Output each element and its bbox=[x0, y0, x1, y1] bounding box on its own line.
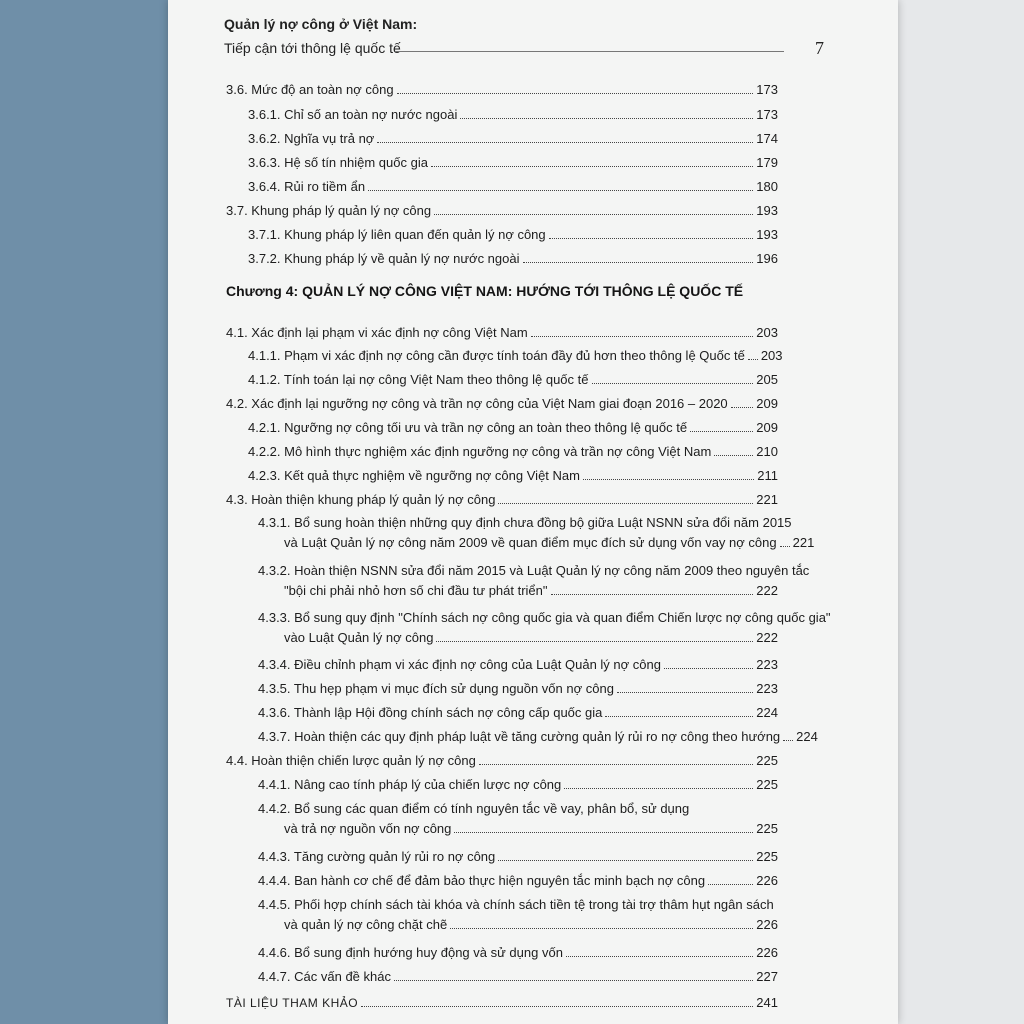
dot-leader bbox=[783, 740, 793, 741]
background-left bbox=[0, 0, 168, 1024]
toc-entry-page: 226 bbox=[756, 917, 778, 932]
toc-entry-text-line1: 4.3.3. Bổ sung quy định "Chính sách nợ công quốc gia và quan điểm Chiến lược nợ công quốc gia" bbox=[258, 610, 831, 625]
toc-entry bbox=[248, 131, 778, 146]
toc-entry bbox=[226, 203, 778, 218]
toc-entry-page: 196 bbox=[756, 251, 778, 266]
dot-leader bbox=[498, 503, 753, 504]
toc-entry-text: 4.4.6. Bổ sung định hướng huy động và sử dụng vốn bbox=[258, 945, 563, 960]
toc-entry-text: 4.3.7. Hoàn thiện các quy định pháp luật về tăng cường quản lý rủi ro nợ công theo hướng bbox=[258, 729, 781, 744]
toc-entry-text: 4.4.7. Các vấn đề khác bbox=[258, 969, 391, 984]
dot-leader bbox=[549, 238, 754, 239]
toc-entry-page: 211 bbox=[757, 468, 778, 483]
toc-entry bbox=[258, 777, 778, 792]
toc-entry-page: 193 bbox=[756, 203, 778, 218]
toc-entry-text: và trả nợ nguồn vốn nợ công bbox=[284, 821, 452, 836]
toc-entry bbox=[226, 492, 778, 507]
dot-leader bbox=[714, 455, 753, 456]
page-number: 7 bbox=[815, 38, 824, 58]
toc-entry-text-line1: 4.3.1. Bổ sung hoàn thiện những quy định chưa đồng bộ giữa Luật NSNN sửa đổi năm 2015 bbox=[258, 515, 792, 530]
toc-entry-text: và Luật Quản lý nợ công năm 2009 về quan điểm mục đích sử dụng vốn vay nợ công bbox=[284, 535, 777, 550]
background-right bbox=[894, 0, 1024, 1024]
toc-entry-page: 222 bbox=[756, 630, 778, 645]
toc-entry bbox=[248, 468, 778, 483]
chapter-title: Chương 4: QUẢN LÝ NỢ CÔNG VIỆT NAM: HƯỚNG TỚI THÔNG LỆ QUỐC TẾ bbox=[226, 283, 744, 299]
toc-entry-text: 3.6.1. Chỉ số an toàn nợ nước ngoài bbox=[248, 107, 458, 122]
toc-entry bbox=[226, 82, 778, 97]
toc-entry bbox=[258, 945, 778, 960]
toc-entry-page: 227 bbox=[756, 969, 778, 984]
toc-entry bbox=[248, 348, 783, 363]
toc-entry-text: 3.7.2. Khung pháp lý về quản lý nợ nước ngoài bbox=[248, 251, 520, 266]
dot-leader bbox=[454, 832, 753, 833]
toc-entry-references bbox=[226, 995, 778, 1011]
dot-leader bbox=[583, 479, 754, 480]
toc-entry bbox=[258, 729, 818, 744]
dot-leader bbox=[592, 383, 754, 384]
toc-entry-text: 4.1.2. Tính toán lại nợ công Việt Nam theo thông lệ quốc tế bbox=[248, 372, 589, 387]
toc-entry-text: 4.4.3. Tăng cường quản lý rủi ro nợ công bbox=[258, 849, 496, 864]
toc-entry-page: 225 bbox=[756, 777, 778, 792]
toc-entry-page: 173 bbox=[756, 82, 778, 97]
dot-leader bbox=[498, 860, 753, 861]
toc-entry-text: 4.2.2. Mô hình thực nghiệm xác định ngưỡng nợ công và trần nợ công Việt Nam bbox=[248, 444, 712, 459]
toc-entry bbox=[248, 107, 778, 122]
toc-entry bbox=[258, 849, 778, 864]
toc-entry bbox=[258, 681, 778, 696]
toc-entry bbox=[258, 801, 778, 836]
toc-entry-page: 225 bbox=[756, 821, 778, 836]
dot-leader bbox=[479, 764, 754, 765]
toc-entry-text: 4.4.1. Nâng cao tính pháp lý của chiến lược nợ công bbox=[258, 777, 562, 792]
dot-leader bbox=[566, 956, 753, 957]
toc-entry bbox=[258, 873, 778, 888]
toc-entry bbox=[258, 705, 778, 720]
toc-entry-page: 173 bbox=[756, 107, 778, 122]
toc-entry-text: 3.6.3. Hệ số tín nhiệm quốc gia bbox=[248, 155, 428, 170]
toc-entry-page: 179 bbox=[756, 155, 778, 170]
toc-entry-page: 225 bbox=[756, 849, 778, 864]
toc-entry bbox=[248, 251, 778, 266]
references-heading: TÀI LIỆU THAM KHẢO bbox=[226, 996, 359, 1010]
dot-leader bbox=[460, 118, 753, 119]
toc-entry-text-line1: 4.4.5. Phối hợp chính sách tài khóa và chính sách tiền tệ trong tài trợ thâm hụt ngân sách bbox=[258, 897, 774, 912]
dot-leader bbox=[748, 359, 758, 360]
toc-entry-text: 3.7. Khung pháp lý quản lý nợ công bbox=[226, 203, 432, 218]
table-of-contents bbox=[168, 0, 898, 1024]
toc-entry-page: 203 bbox=[756, 325, 778, 340]
toc-entry-text-line1: 4.3.2. Hoàn thiện NSNN sửa đổi năm 2015 và Luật Quản lý nợ công năm 2009 theo nguyên tắc bbox=[258, 563, 810, 578]
toc-entry bbox=[258, 657, 778, 672]
dot-leader bbox=[531, 336, 754, 337]
toc-entry-page: 223 bbox=[756, 657, 778, 672]
toc-entry-text: 4.1. Xác định lại phạm vi xác định nợ công Việt Nam bbox=[226, 325, 528, 340]
dot-leader bbox=[780, 546, 790, 547]
toc-entry bbox=[248, 227, 778, 242]
dot-leader bbox=[431, 166, 753, 167]
dot-leader bbox=[394, 980, 753, 981]
toc-entry bbox=[248, 179, 778, 194]
toc-entry-text: 4.2.3. Kết quả thực nghiệm về ngưỡng nợ công Việt Nam bbox=[248, 468, 580, 483]
toc-entry-text-line1: 4.4.2. Bổ sung các quan điểm có tính nguyên tắc về vay, phân bổ, sử dụng bbox=[258, 801, 690, 816]
dot-leader bbox=[434, 214, 753, 215]
dot-leader bbox=[551, 594, 754, 595]
toc-entry bbox=[258, 515, 815, 550]
toc-entry-page: 209 bbox=[756, 396, 778, 411]
dot-leader bbox=[436, 641, 753, 642]
toc-entry bbox=[258, 563, 810, 598]
book-page bbox=[168, 0, 898, 1024]
toc-entry-page: 221 bbox=[756, 492, 778, 507]
dot-leader bbox=[564, 788, 753, 789]
toc-entry-text: "bội chi phải nhỏ hơn số chi đầu tư phát triển" bbox=[284, 583, 548, 598]
toc-entry bbox=[258, 610, 831, 645]
toc-entry-text: 3.6.2. Nghĩa vụ trả nợ bbox=[248, 131, 375, 146]
toc-entry-page: 180 bbox=[756, 179, 778, 194]
book-title: Quản lý nợ công ở Việt Nam: bbox=[224, 16, 418, 32]
toc-entry-page: 224 bbox=[756, 705, 778, 720]
toc-entry-text: và quản lý nợ công chặt chẽ bbox=[284, 917, 448, 932]
toc-entry-text: 3.6. Mức độ an toàn nợ công bbox=[226, 82, 394, 97]
toc-entry-text: 4.1.1. Phạm vi xác định nợ công cần được tính toán đầy đủ hơn theo thông lệ Quốc tế bbox=[248, 348, 745, 363]
toc-entry-text: 3.6.4. Rủi ro tiềm ẩn bbox=[248, 179, 366, 194]
toc-entry bbox=[248, 155, 778, 170]
toc-entry-text: 4.3.6. Thành lập Hội đồng chính sách nợ công cấp quốc gia bbox=[258, 705, 603, 720]
dot-leader bbox=[368, 190, 753, 191]
toc-entry-text: 4.4.4. Ban hành cơ chế để đảm bảo thực hiện nguyên tắc minh bạch nợ công bbox=[258, 873, 706, 888]
toc-entry-page: 225 bbox=[756, 753, 778, 768]
toc-entry-page: 205 bbox=[756, 372, 778, 387]
toc-entry-page: 241 bbox=[756, 995, 778, 1010]
toc-entry bbox=[226, 753, 778, 768]
toc-entry bbox=[258, 969, 778, 984]
toc-entry-text: 4.2. Xác định lại ngưỡng nợ công và trần nợ công của Việt Nam giai đoạn 2016 – 2020 bbox=[226, 396, 728, 411]
toc-entry-page: 193 bbox=[756, 227, 778, 242]
dot-leader bbox=[664, 668, 753, 669]
dot-leader bbox=[377, 142, 753, 143]
toc-entry-page: 221 bbox=[792, 535, 815, 550]
toc-entry-page: 222 bbox=[756, 583, 778, 598]
toc-entry-page: 203 bbox=[760, 348, 783, 363]
toc-entry-text: 4.3.5. Thu hẹp phạm vi mục đích sử dụng nguồn vốn nợ công bbox=[258, 681, 614, 696]
toc-entry-text: 4.3. Hoàn thiện khung pháp lý quản lý nợ công bbox=[226, 492, 496, 507]
toc-entry-page: 209 bbox=[756, 420, 778, 435]
toc-entry-text: 4.3.4. Điều chỉnh phạm vi xác định nợ công của Luật Quản lý nợ công bbox=[258, 657, 661, 672]
dot-leader bbox=[397, 93, 754, 94]
dot-leader bbox=[690, 431, 753, 432]
toc-entry bbox=[226, 325, 778, 340]
toc-entry bbox=[258, 897, 778, 932]
toc-entry bbox=[248, 420, 778, 435]
dot-leader bbox=[605, 716, 753, 717]
toc-entry bbox=[226, 396, 778, 411]
toc-entry-page: 226 bbox=[756, 873, 778, 888]
toc-entry-text: 4.4. Hoàn thiện chiến lược quản lý nợ công bbox=[226, 753, 476, 768]
book-subtitle: Tiếp cận tới thông lệ quốc tế bbox=[224, 40, 401, 56]
toc-entry-page: 224 bbox=[796, 729, 818, 744]
toc-entry-text: 4.2.1. Ngưỡng nợ công tối ưu và trần nợ công an toàn theo thông lệ quốc tế bbox=[248, 420, 688, 435]
toc-entry bbox=[248, 444, 778, 459]
toc-entry-page: 226 bbox=[756, 945, 778, 960]
toc-entry-page: 174 bbox=[756, 131, 778, 146]
dot-leader bbox=[450, 928, 753, 929]
dot-leader bbox=[361, 1006, 753, 1007]
dot-leader bbox=[731, 407, 754, 408]
toc-entry-page: 223 bbox=[756, 681, 778, 696]
toc-entry-page: 210 bbox=[756, 444, 778, 459]
dot-leader bbox=[708, 884, 753, 885]
toc-entry-text: 3.7.1. Khung pháp lý liên quan đến quản lý nợ công bbox=[248, 227, 546, 242]
toc-entry-text: vào Luật Quản lý nợ công bbox=[284, 630, 434, 645]
dot-leader bbox=[523, 262, 754, 263]
toc-entry bbox=[248, 372, 778, 387]
dot-leader bbox=[617, 692, 753, 693]
